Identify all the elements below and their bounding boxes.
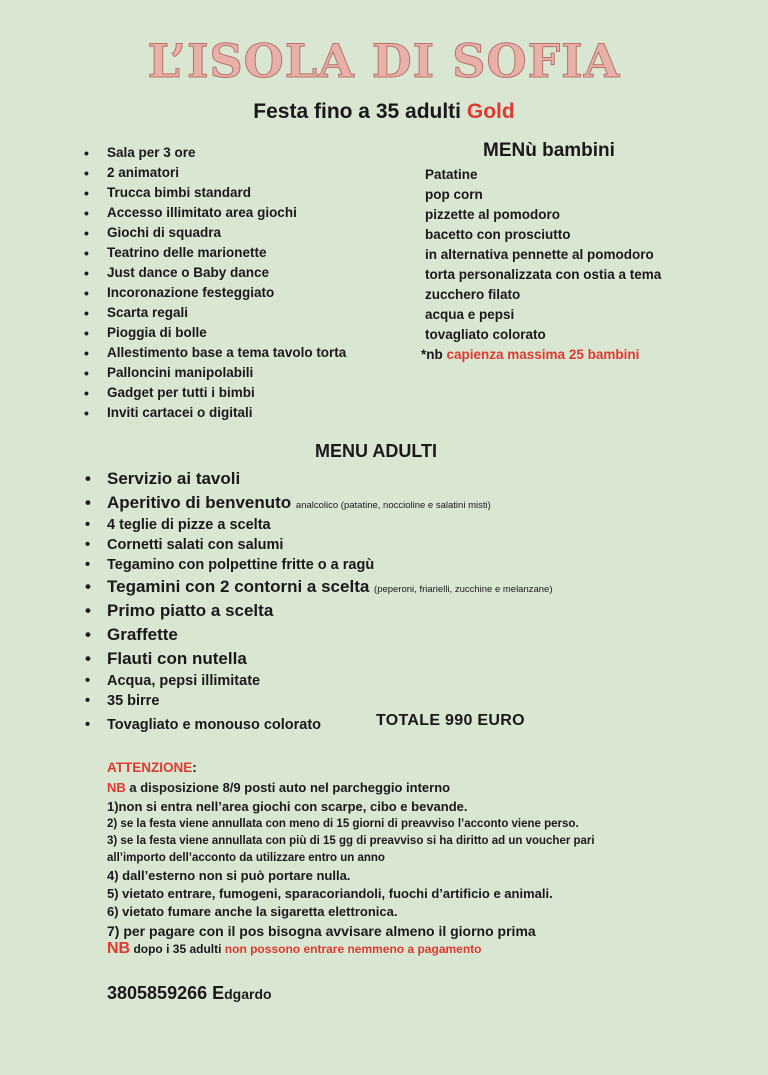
list-item: Patatine — [425, 167, 478, 182]
list-item — [88, 599, 553, 623]
attention-label: ATTENZIONE — [107, 760, 193, 775]
list-item — [88, 467, 553, 491]
list-item — [88, 623, 553, 647]
list-item: torta personalizzata con ostia a tema — [425, 267, 662, 282]
capacity-note — [421, 345, 661, 365]
phone-number: 3805859266 E — [107, 983, 225, 1003]
list-item: • Sala per 3 ore — [88, 143, 346, 163]
list-item: • Gadget per tutti i bimbi — [88, 383, 346, 403]
item-detail: analcolico (patatine, noccioline e salatini misti) — [295, 500, 491, 511]
rule-line: 4) dall’esterno non si può portare nulla. — [107, 868, 351, 883]
item-text: Tovagliato e monouso colorato — [107, 717, 322, 733]
list-item: • Allestimento base a tema tavolo torta — [88, 343, 346, 363]
item-text: Primo piatto a scelta — [107, 601, 274, 620]
note-prefix: *nb — [421, 347, 447, 362]
rules-section — [107, 778, 707, 942]
note-text: capienza massima 25 bambini — [446, 347, 640, 362]
final-nb-text: dopo i 35 adulti — [130, 942, 225, 956]
subtitle-gold: Gold — [466, 100, 515, 123]
attention-heading — [107, 760, 197, 775]
parking-text: a disposizione 8/9 posti auto nel parcheggio interno — [125, 780, 451, 795]
list-item: • Trucca bimbi standard — [88, 183, 346, 203]
list-item — [88, 575, 553, 599]
contact-name: dgardo — [224, 986, 272, 1002]
parking-note — [107, 778, 707, 798]
contact-phone — [107, 983, 272, 1004]
list-item: • Inviti cartacei o digitali — [88, 403, 346, 423]
item-text: Flauti con nutella — [107, 649, 247, 668]
rule-line: all’importo dell’acconto da utilizzare entro un anno — [107, 852, 385, 864]
list-item — [88, 515, 553, 535]
nb-label: NB — [107, 940, 131, 957]
list-item: • Palloncini manipolabili — [88, 363, 346, 383]
item-detail: (peperoni, friarielli, zucchine e melanzane) — [374, 584, 553, 595]
rule-line: 6) vietato fumare anche la sigaretta elettronica. — [107, 904, 398, 919]
rule-line: 1)non si entra nell’area giochi con scarpe, cibo e bevande. — [107, 799, 468, 814]
list-item — [88, 491, 553, 515]
list-item: zucchero filato — [425, 287, 521, 302]
list-item: pizzette al pomodoro — [425, 207, 560, 222]
list-item — [88, 671, 553, 691]
item-text: Servizio ai tavoli — [107, 469, 241, 488]
rule-line: 5) vietato entrare, fumogeni, sparacoriandoli, fuochi d’artificio e animali. — [107, 886, 553, 901]
list-item: tovagliato colorato — [425, 327, 546, 342]
list-item: • Accesso illimitato area giochi — [88, 203, 346, 223]
attention-colon: : — [192, 760, 197, 775]
list-item — [88, 535, 553, 555]
menu-adulti-title: MENU ADULTI — [315, 441, 437, 461]
item-text: Acqua, pepsi illimitate — [107, 673, 261, 689]
list-item: bacetto con prosciutto — [425, 227, 571, 242]
nb-label: NB — [107, 780, 126, 795]
item-text: Cornetti salati con salumi — [107, 537, 284, 553]
item-text: Graffette — [107, 625, 178, 644]
rule-line: 3) se la festa viene annullata con più di 15 gg di preavviso si ha diritto ad un voucher pari — [107, 835, 595, 847]
menu-adulti-list — [88, 467, 553, 735]
subtitle-main: Festa fino a 35 adulti — [253, 100, 467, 123]
item-text: 4 teglie di pizze a scelta — [107, 517, 271, 533]
list-item: • Teatrino delle marionette — [88, 243, 346, 263]
list-item: • 2 animatori — [88, 163, 346, 183]
rule-line: 2) se la festa viene annullata con meno di 15 giorni di preavviso l’acconto viene perso. — [107, 818, 579, 830]
rule-line: 7) per pagare con il pos bisogna avvisare almeno il giorno prima — [107, 923, 536, 939]
list-item: • Just dance o Baby dance — [88, 263, 346, 283]
list-item: pop corn — [425, 187, 483, 202]
menu-bambini-list — [421, 165, 662, 365]
final-nb-note — [107, 940, 567, 958]
list-item: • Incoronazione festeggiato — [88, 283, 346, 303]
list-item: in alternativa pennette al pomodoro — [425, 247, 654, 262]
menu-bambini-title: MENù bambini — [483, 140, 615, 161]
page-subtitle — [0, 100, 768, 124]
list-item — [88, 555, 553, 575]
list-item: • Pioggia di bolle — [88, 323, 346, 343]
final-nb-red: non possono entrare nemmeno a pagamento — [224, 942, 482, 956]
item-text: Aperitivo di benvenuto — [107, 493, 296, 512]
list-item: • Giochi di squadra — [88, 223, 346, 243]
item-text: Tegamini con 2 contorni a scelta — [107, 577, 375, 596]
list-item: acqua e pepsi — [425, 307, 515, 322]
total-price: TOTALE 990 EURO — [376, 712, 525, 729]
list-item — [88, 691, 553, 711]
list-item: • Scarta regali — [88, 303, 346, 323]
services-list — [88, 143, 346, 423]
item-text: 35 birre — [107, 693, 160, 709]
item-text: Tegamino con polpettine fritte o a ragù — [107, 557, 375, 573]
list-item — [88, 647, 553, 671]
page-title: L’ISOLA DI SOFIA — [147, 34, 621, 88]
